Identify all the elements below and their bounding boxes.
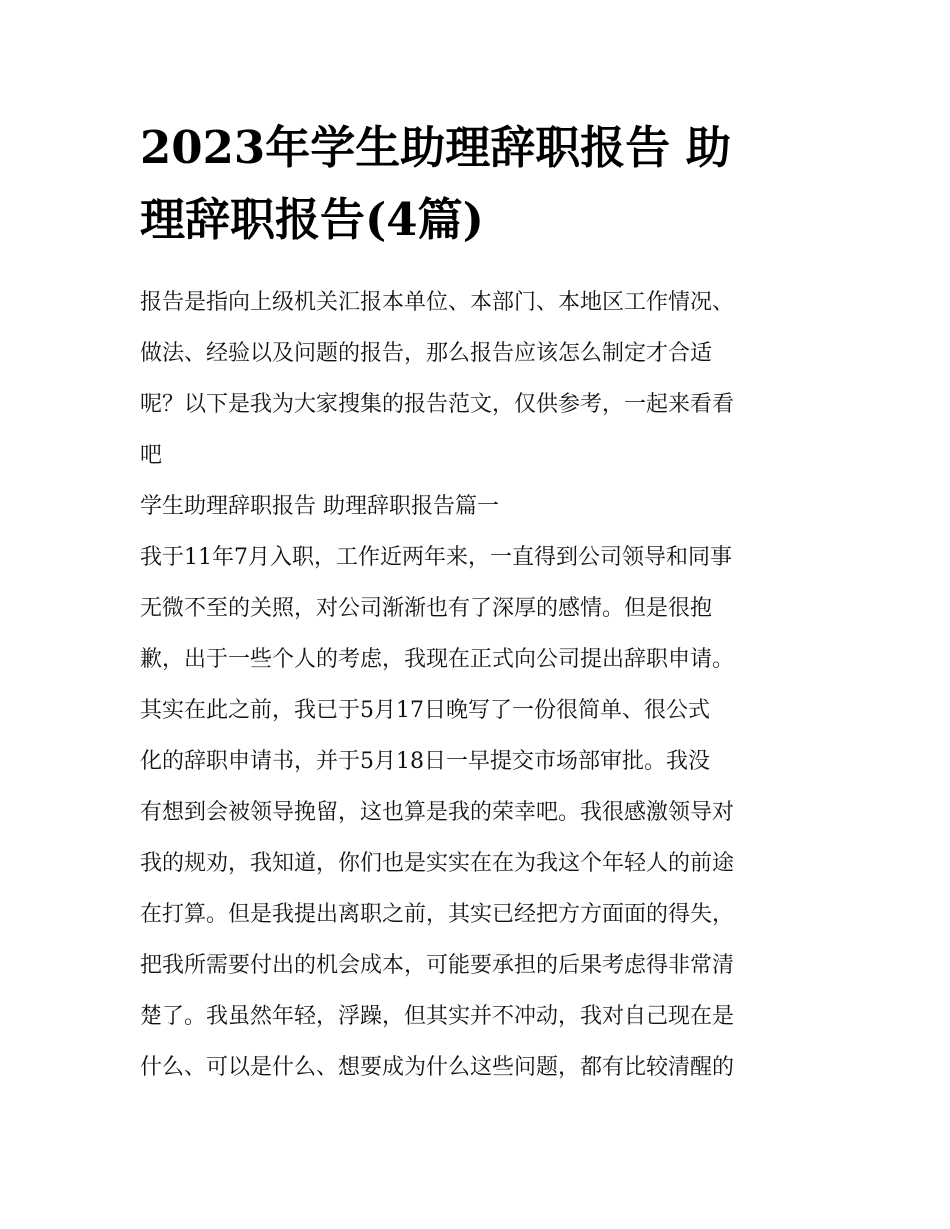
body-line: 做法、经验以及问题的报告，那么报告应该怎么制定才合适 xyxy=(140,341,713,366)
body-line: 其实在此之前，我已于5月17日晚写了一份很简单、很公式 xyxy=(140,698,710,723)
body-line: 我的规劝，我知道，你们也是实实在在为我这个年轻人的前途 xyxy=(140,851,735,876)
body-line: 报告是指向上级机关汇报本单位、本部门、本地区工作情况、 xyxy=(140,290,735,315)
body-line: 有想到会被领导挽留，这也算是我的荣幸吧。我很感激领导对 xyxy=(140,800,735,825)
body-line: 什么、可以是什么、想要成为什么这些问题，都有比较清醒的 xyxy=(140,1055,735,1080)
body-line: 楚了。我虽然年轻，浮躁，但其实并不冲动，我对自己现在是 xyxy=(140,1004,735,1029)
body-line: 呢？以下是我为大家搜集的报告范文，仅供参考，一起来看看 xyxy=(140,392,735,417)
body-line: 无微不至的关照，对公司渐渐也有了深厚的感情。但是很抱 xyxy=(140,596,713,621)
body-line: 歉，出于一些个人的考虑，我现在正式向公司提出辞职申请。 xyxy=(140,647,735,672)
body-line: 把我所需要付出的机会成本，可能要承担的后果考虑得非常清 xyxy=(140,953,735,978)
title-line: 2023年学生助理辞职报告 助 xyxy=(140,121,731,174)
body-line: 化的辞职申请书，并于5月18日一早提交市场部审批。我没 xyxy=(140,749,710,774)
document-body xyxy=(140,277,820,1093)
title-line: 理辞职报告(4篇) xyxy=(140,193,484,246)
body-line: 吧 xyxy=(140,443,163,468)
body-line: 在打算。但是我提出离职之前，其实已经把方方面面的得失， xyxy=(140,902,735,927)
document-title xyxy=(140,112,820,256)
section-heading: 学生助理辞职报告 助理辞职报告篇一 xyxy=(140,494,499,519)
body-line: 我于11年7月入职，工作近两年来，一直得到公司领导和同事 xyxy=(140,545,732,570)
